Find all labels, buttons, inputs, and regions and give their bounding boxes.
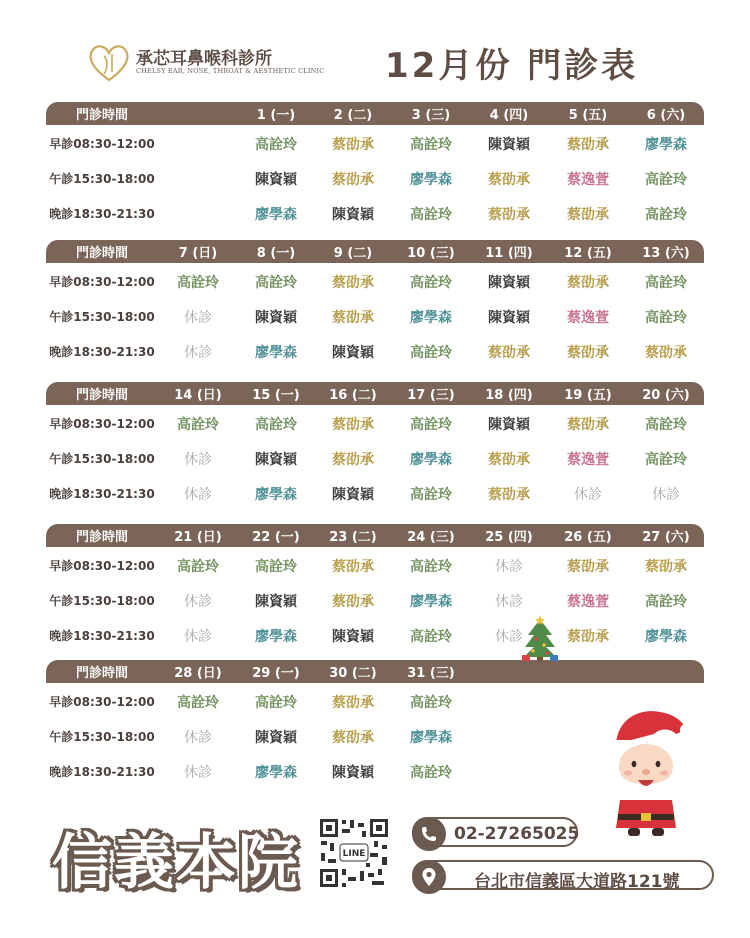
doctor-cell: 高詮玲 [177,559,219,575]
doctor-cell: 蔡劭承 [567,417,609,433]
doctor-cell: 陳資穎 [488,310,530,326]
session-label: 午診15:30-18:00 [49,730,155,744]
date-header: 22 (一) [252,530,300,545]
date-header: 24 (三) [407,530,455,545]
doctor-cell: 陳資穎 [488,137,530,153]
doctor-cell: 陳資穎 [332,487,374,503]
doctor-cell: 高詮玲 [410,345,452,361]
session-row [46,263,704,298]
page-title: 12月份 門診表 [385,46,639,86]
doctor-cell: 蔡劭承 [567,275,609,291]
doctor-cell: 陳資穎 [332,629,374,645]
doctor-cell: 高詮玲 [645,417,687,433]
session-row [46,440,704,475]
session-label: 早診08:30-12:00 [49,275,155,289]
doctor-cell: 陳資穎 [488,417,530,433]
date-header: 21 (日) [174,530,222,545]
closed-cell: 休診 [495,629,523,645]
phone-pill[interactable] [412,817,578,847]
session-label: 晚診18:30-21:30 [49,487,155,501]
doctor-cell: 高詮玲 [645,207,687,223]
date-header: 30 (二) [329,666,377,681]
session-row [46,298,704,333]
date-header: 2 (二) [333,108,373,123]
clinic-name: 承芯耳鼻喉科診所 [136,49,272,69]
doctor-cell: 蔡劭承 [645,559,687,575]
closed-cell: 休診 [184,487,212,503]
doctor-cell: 高詮玲 [410,629,452,645]
week-header [46,382,704,405]
christmas-tree-icon [520,615,560,661]
week-block [46,382,704,510]
session-label: 晚診18:30-21:30 [49,207,155,221]
doctor-cell: 蔡劭承 [488,172,530,188]
session-row [46,547,704,582]
doctor-cell: 蔡逸萱 [567,172,609,188]
session-label: 早診08:30-12:00 [49,417,155,431]
date-header: 28 (日) [174,666,222,681]
doctor-cell: 廖學森 [255,765,297,781]
week-header [46,660,704,683]
session-row [46,125,704,160]
doctor-cell: 蔡劭承 [332,730,374,746]
date-header: 31 (三) [407,666,455,681]
doctor-cell: 陳資穎 [332,345,374,361]
doctor-cell: 蔡劭承 [332,137,374,153]
doctor-cell: 廖學森 [410,452,452,468]
doctor-cell: 高詮玲 [255,137,297,153]
doctor-cell: 蔡劭承 [332,452,374,468]
santa-claus-illustration [594,700,694,840]
date-header: 26 (五) [564,530,612,545]
closed-cell: 休診 [495,559,523,575]
doctor-cell: 蔡劭承 [567,629,609,645]
session-label: 早診08:30-12:00 [49,695,155,709]
doctor-cell: 高詮玲 [255,559,297,575]
doctor-cell: 陳資穎 [255,172,297,188]
closed-cell: 休診 [184,730,212,746]
date-header: 18 (四) [485,388,533,403]
session-row [46,617,704,652]
doctor-cell: 蔡劭承 [332,172,374,188]
session-row [46,160,704,195]
date-header: 3 (三) [411,108,451,123]
doctor-cell: 廖學森 [645,629,687,645]
doctor-cell: 高詮玲 [410,137,452,153]
line-qr-code[interactable] [318,817,390,889]
clinic-subtitle: CHELSY EAR, NOSE, THROAT & AESTHETIC CLINIC [136,67,325,75]
header-label: 門診時間 [75,108,128,123]
doctor-cell: 蔡劭承 [645,345,687,361]
closed-cell: 休診 [495,594,523,610]
doctor-cell: 高詮玲 [645,452,687,468]
doctor-cell: 蔡逸萱 [567,452,609,468]
doctor-cell: 高詮玲 [255,417,297,433]
session-label: 晚診18:30-21:30 [49,345,155,359]
doctor-cell: 廖學森 [255,207,297,223]
session-label: 晚診18:30-21:30 [49,765,155,779]
doctor-cell: 蔡劭承 [567,559,609,575]
doctor-cell: 高詮玲 [177,275,219,291]
date-header: 23 (二) [329,530,377,545]
date-header: 25 (四) [485,530,533,545]
session-label: 晚診18:30-21:30 [49,629,155,643]
doctor-cell: 高詮玲 [410,417,452,433]
doctor-cell: 高詮玲 [255,695,297,711]
doctor-cell: 蔡劭承 [488,345,530,361]
doctor-cell: 陳資穎 [488,275,530,291]
session-row [46,475,704,510]
doctor-cell: 陳資穎 [255,594,297,610]
clinic-address: 台北市信義區大道路121號 [474,872,680,892]
closed-cell: 休診 [652,487,680,503]
session-row [46,195,704,230]
session-label: 午診15:30-18:00 [49,594,155,608]
branch-name: 信義本院 [52,828,300,898]
date-header: 8 (一) [256,246,296,261]
doctor-cell: 蔡逸萱 [567,310,609,326]
date-header: 6 (六) [646,108,686,123]
doctor-cell: 高詮玲 [177,695,219,711]
date-header: 19 (五) [564,388,612,403]
doctor-cell: 廖學森 [410,594,452,610]
phone-number: 02-27265025 [454,824,580,844]
date-header: 14 (日) [174,388,222,403]
doctor-cell: 高詮玲 [645,172,687,188]
session-row [46,333,704,368]
date-header: 11 (四) [485,246,533,261]
date-header: 17 (三) [407,388,455,403]
week-header [46,240,704,263]
date-header: 27 (六) [642,530,690,545]
doctor-cell: 蔡劭承 [488,487,530,503]
doctor-cell: 蔡劭承 [332,695,374,711]
doctor-cell: 陳資穎 [255,452,297,468]
doctor-cell: 廖學森 [410,172,452,188]
date-header: 15 (一) [252,388,300,403]
session-label: 早診08:30-12:00 [49,559,155,573]
doctor-cell: 高詮玲 [645,594,687,610]
session-row [46,405,704,440]
header-label: 門診時間 [75,246,128,261]
closed-cell: 休診 [184,629,212,645]
week-header [46,524,704,547]
doctor-cell: 高詮玲 [410,275,452,291]
closed-cell: 休診 [184,452,212,468]
closed-cell: 休診 [184,310,212,326]
doctor-cell: 蔡劭承 [488,452,530,468]
doctor-cell: 陳資穎 [255,310,297,326]
closed-cell: 休診 [184,594,212,610]
doctor-cell: 蔡劭承 [332,310,374,326]
date-header: 9 (二) [333,246,373,261]
date-header: 7 (日) [178,246,218,261]
doctor-cell: 高詮玲 [410,207,452,223]
date-header: 12 (五) [564,246,612,261]
clinic-logo [86,40,325,84]
doctor-cell: 廖學森 [645,137,687,153]
week-header [46,102,704,125]
session-label: 午診15:30-18:00 [49,452,155,466]
qr-label: LINE [342,849,366,859]
doctor-cell: 廖學森 [255,487,297,503]
doctor-cell: 高詮玲 [255,275,297,291]
session-label: 午診15:30-18:00 [49,310,155,324]
doctor-cell: 蔡劭承 [488,207,530,223]
phone-icon [412,817,446,851]
doctor-cell: 高詮玲 [410,487,452,503]
session-label: 早診08:30-12:00 [49,137,155,151]
doctor-cell: 高詮玲 [645,275,687,291]
doctor-cell: 蔡逸萱 [567,594,609,610]
doctor-cell: 高詮玲 [645,310,687,326]
location-pin-icon [412,860,446,894]
doctor-cell: 蔡劭承 [567,137,609,153]
closed-cell: 休診 [184,765,212,781]
doctor-cell: 蔡劭承 [332,594,374,610]
doctor-cell: 蔡劭承 [567,207,609,223]
week-block [46,102,704,230]
address-pill[interactable] [412,860,714,890]
doctor-cell: 蔡劭承 [567,345,609,361]
header-label: 門診時間 [75,666,128,681]
date-header: 4 (四) [489,108,529,123]
doctor-cell: 陳資穎 [255,730,297,746]
session-label: 午診15:30-18:00 [49,172,155,186]
doctor-cell: 廖學森 [410,310,452,326]
doctor-cell: 高詮玲 [410,559,452,575]
doctor-cell: 廖學森 [255,629,297,645]
header-label: 門診時間 [75,530,128,545]
week-block [46,240,704,368]
header-label: 門診時間 [75,388,128,403]
doctor-cell: 陳資穎 [332,765,374,781]
doctor-cell: 蔡劭承 [332,275,374,291]
date-header: 10 (三) [407,246,455,261]
week-block [46,524,704,652]
date-header: 20 (六) [642,388,690,403]
doctor-cell: 蔡劭承 [332,559,374,575]
doctor-cell: 廖學森 [410,730,452,746]
session-row [46,582,704,617]
closed-cell: 休診 [574,487,602,503]
closed-cell: 休診 [184,345,212,361]
doctor-cell: 高詮玲 [410,765,452,781]
doctor-cell: 陳資穎 [332,207,374,223]
doctor-cell: 廖學森 [255,345,297,361]
heart-logo-icon [86,40,132,84]
date-header: 5 (五) [568,108,608,123]
date-header: 16 (二) [329,388,377,403]
doctor-cell: 高詮玲 [177,417,219,433]
doctor-cell: 高詮玲 [410,695,452,711]
date-header: 13 (六) [642,246,690,261]
doctor-cell: 蔡劭承 [332,417,374,433]
date-header: 1 (一) [256,108,296,123]
date-header: 29 (一) [252,666,300,681]
